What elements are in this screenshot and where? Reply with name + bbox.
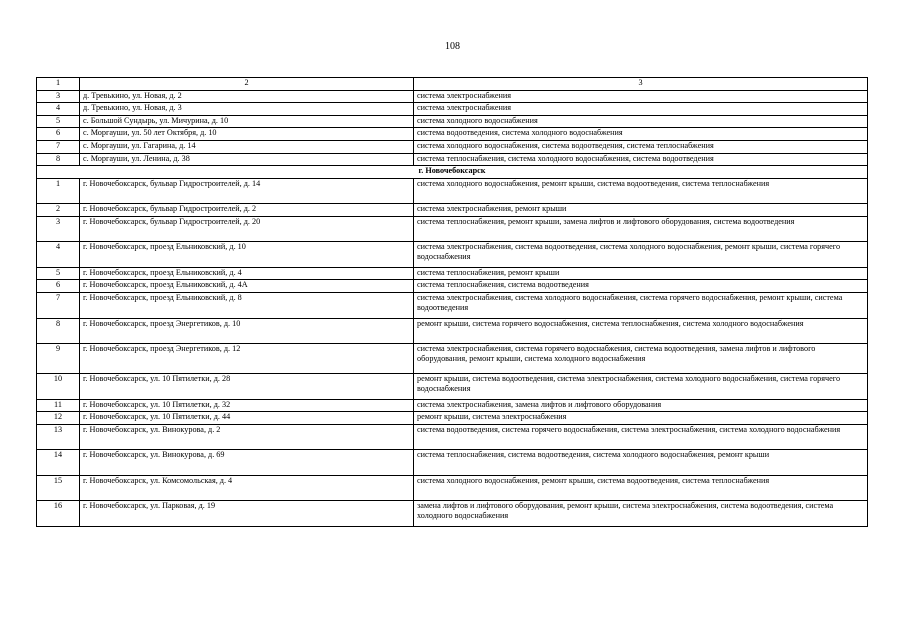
row-address: г. Новочебоксарск, ул. 10 Пятилетки, д. 28	[80, 374, 414, 400]
row-number: 3	[37, 216, 80, 242]
row-works: система теплоснабжения, система водоотведения	[414, 280, 868, 293]
row-address: г. Новочебоксарск, бульвар Гидростроителей, д. 20	[80, 216, 414, 242]
table-row	[37, 450, 868, 476]
row-number: 3	[37, 90, 80, 103]
row-address: г. Новочебоксарск, ул. 10 Пятилетки, д. 44	[80, 412, 414, 425]
row-works: ремонт крыши, система водоотведения, система электроснабжения, система холодного водоснабжения, система горячего водоснабжения	[414, 374, 868, 400]
row-address: г. Новочебоксарск, ул. Винокурова, д. 69	[80, 450, 414, 476]
row-works: система электроснабжения, замена лифтов и лифтового оборудования	[414, 399, 868, 412]
row-address: г. Новочебоксарск, ул. Парковая, д. 19	[80, 501, 414, 527]
row-works: система теплоснабжения, система водоотведения, система холодного водоснабжения, ремонт крыши	[414, 450, 868, 476]
row-number: 7	[37, 140, 80, 153]
header-col-2: 2	[80, 78, 414, 91]
repair-works-table	[36, 77, 868, 527]
table-row	[37, 103, 868, 116]
row-works: система электроснабжения	[414, 90, 868, 103]
row-address: с. Моргауши, ул. Ленина, д. 38	[80, 153, 414, 166]
table-row	[37, 178, 868, 204]
row-works: система водоотведения, система горячего водоснабжения, система электроснабжения, система холодного водоснабжения	[414, 424, 868, 450]
table-row	[37, 90, 868, 103]
row-address: г. Новочебоксарск, проезд Ельниковский, д. 8	[80, 293, 414, 319]
row-works: система электроснабжения, система горячего водоснабжения, система водоотведения, замена лифтов и лифтового оборудования, ремонт крыши, система холодного водоснабжения	[414, 344, 868, 374]
row-works: система холодного водоснабжения, ремонт крыши, система водоотведения, система теплоснабжения	[414, 475, 868, 501]
row-address: г. Новочебоксарск, проезд Энергетиков, д. 10	[80, 318, 414, 344]
table-row	[37, 140, 868, 153]
section-row	[37, 166, 868, 179]
row-number: 15	[37, 475, 80, 501]
table-row	[37, 280, 868, 293]
table-row	[37, 318, 868, 344]
row-works: система теплоснабжения, ремонт крыши, замена лифтов и лифтового оборудования, система водоотведения	[414, 216, 868, 242]
table-row	[37, 153, 868, 166]
row-number: 7	[37, 293, 80, 319]
row-works: система теплоснабжения, система холодного водоснабжения, система водоотведения	[414, 153, 868, 166]
row-number: 2	[37, 204, 80, 217]
row-number: 13	[37, 424, 80, 450]
row-address: г. Новочебоксарск, проезд Ельниковский, д. 4А	[80, 280, 414, 293]
table-row	[37, 399, 868, 412]
header-col-3: 3	[414, 78, 868, 91]
row-number: 5	[37, 267, 80, 280]
row-address: г. Новочебоксарск, бульвар Гидростроителей, д. 14	[80, 178, 414, 204]
row-number: 6	[37, 280, 80, 293]
row-number: 12	[37, 412, 80, 425]
row-address: с. Большой Сундырь, ул. Мичурина, д. 10	[80, 115, 414, 128]
table-row	[37, 412, 868, 425]
row-works: ремонт крыши, система электроснабжения	[414, 412, 868, 425]
row-address: г. Новочебоксарск, бульвар Гидростроителей, д. 2	[80, 204, 414, 217]
row-address: г. Новочебоксарск, проезд Ельниковский, д. 10	[80, 242, 414, 268]
row-number: 8	[37, 318, 80, 344]
section-title: г. Новочебоксарск	[37, 166, 868, 179]
row-number: 4	[37, 103, 80, 116]
row-address: г. Новочебоксарск, проезд Ельниковский, д. 4	[80, 267, 414, 280]
row-works: система холодного водоснабжения	[414, 115, 868, 128]
header-col-1: 1	[37, 78, 80, 91]
row-works: система водоотведения, система холодного водоснабжения	[414, 128, 868, 141]
row-number: 1	[37, 178, 80, 204]
row-works: ремонт крыши, система горячего водоснабжения, система теплоснабжения, система холодного водоснабжения	[414, 318, 868, 344]
row-number: 6	[37, 128, 80, 141]
row-works: система электроснабжения	[414, 103, 868, 116]
row-works: система холодного водоснабжения, система водоотведения, система теплоснабжения	[414, 140, 868, 153]
table-row	[37, 293, 868, 319]
row-works: система электроснабжения, система водоотведения, система холодного водоснабжения, ремонт крыши, система горячего водоснабжения	[414, 242, 868, 268]
row-address: г. Новочебоксарск, проезд Энергетиков, д. 12	[80, 344, 414, 374]
row-number: 14	[37, 450, 80, 476]
table-row	[37, 216, 868, 242]
table-row	[37, 204, 868, 217]
page-number: 108	[445, 41, 460, 52]
row-address: д. Тревькино, ул. Новая, д. 3	[80, 103, 414, 116]
row-number: 9	[37, 344, 80, 374]
table-row	[37, 115, 868, 128]
row-works: система электроснабжения, система холодного водоснабжения, система горячего водоснабжения, ремонт крыши, система водоотведения	[414, 293, 868, 319]
row-number: 11	[37, 399, 80, 412]
table-row	[37, 501, 868, 527]
row-works: система холодного водоснабжения, ремонт крыши, система водоотведения, система теплоснабжения	[414, 178, 868, 204]
table-row	[37, 424, 868, 450]
table-row	[37, 344, 868, 374]
table-row	[37, 128, 868, 141]
row-works: система электроснабжения, ремонт крыши	[414, 204, 868, 217]
table-header-row	[37, 78, 868, 91]
row-number: 16	[37, 501, 80, 527]
row-address: г. Новочебоксарск, ул. 10 Пятилетки, д. 32	[80, 399, 414, 412]
row-address: с. Моргауши, ул. Гагарина, д. 14	[80, 140, 414, 153]
row-address: с. Моргауши, ул. 50 лет Октября, д. 10	[80, 128, 414, 141]
table-row	[37, 475, 868, 501]
row-address: д. Тревькино, ул. Новая, д. 2	[80, 90, 414, 103]
row-works: замена лифтов и лифтового оборудования, ремонт крыши, система электроснабжения, система водоотведения, система холодного водоснабжения	[414, 501, 868, 527]
row-address: г. Новочебоксарск, ул. Комсомольская, д. 4	[80, 475, 414, 501]
row-number: 10	[37, 374, 80, 400]
row-number: 5	[37, 115, 80, 128]
table-row	[37, 267, 868, 280]
row-number: 4	[37, 242, 80, 268]
row-address: г. Новочебоксарск, ул. Винокурова, д. 2	[80, 424, 414, 450]
table-row	[37, 242, 868, 268]
row-works: система теплоснабжения, ремонт крыши	[414, 267, 868, 280]
row-number: 8	[37, 153, 80, 166]
table-row	[37, 374, 868, 400]
